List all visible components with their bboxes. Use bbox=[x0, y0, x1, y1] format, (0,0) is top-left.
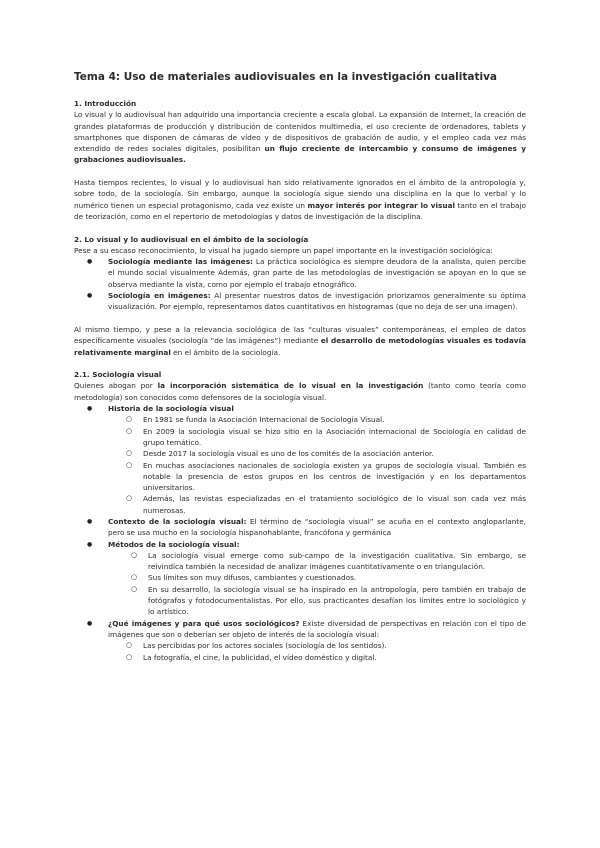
bold-run: el desarrollo de metodologías visuales es todavía relativamente marginal bbox=[74, 336, 526, 357]
intro-paragraph-2 bbox=[74, 177, 526, 222]
bold-run: Contexto de la sociología visual: bbox=[108, 516, 247, 526]
intro-paragraph-1 bbox=[74, 109, 526, 165]
bold-run: Historia de la sociología visual bbox=[108, 404, 234, 414]
usos-sublist bbox=[74, 640, 526, 663]
document-title: Tema 4: Uso de materiales audiovisuales en la investigación cualitativa bbox=[74, 71, 497, 83]
sub-list-item: ○ La fotografía, el cine, la publicidad, el vídeo doméstico y digital. bbox=[74, 652, 526, 663]
section-21-intro bbox=[74, 380, 526, 403]
section-heading-visual-sociologia: 2. Lo visual y lo audiovisual en el ámbito de la sociología bbox=[74, 234, 309, 244]
bold-run: Sociología en imágenes: bbox=[108, 291, 211, 301]
text-run: tanto en el trabajo de teorización, como en el repertorio de metodologías y datos de investigación de la disciplina. bbox=[74, 200, 526, 221]
sub-list-item: ○ La sociología visual emerge como sub-campo de la investigación cualitativa. Sin embargo, se reivindica también la necesidad de analizar imágenes cuantitativamente o en triangulación. bbox=[74, 550, 526, 573]
text-run: en el ámbito de la sociología. bbox=[170, 347, 281, 357]
historia-sublist bbox=[74, 414, 526, 516]
sub-list-item: ○ Sus límites son muy difusos, cambiantes y cuestionados. bbox=[74, 572, 526, 583]
section-2-intro: Pese a su escaso reconocimiento, lo visual ha jugado siempre un papel importante en la investigación sociológica: bbox=[74, 245, 493, 255]
sub-list-item: ○ Además, las revistas especializadas en el tratamiento sociológico de lo visual son cada vez más numerosas. bbox=[74, 493, 526, 516]
list-item-contexto bbox=[74, 516, 526, 539]
list-item-historia bbox=[74, 403, 526, 516]
sub-list-item: ○ En muchas asociaciones nacionales de sociología existen ya grupos de sociología visual. También es notable la presencia de estos grupos en los centros de investigación y en los departamentos universitarios. bbox=[74, 460, 526, 494]
text-run: Hasta tiempos recientes, lo visual y lo audiovisual han sido relativamente ignorados en el ámbito de la antropología y, sobre todo, de la sociología. Sin embargo, aunque la sociología sigue siendo una disciplina en la que lo verbal y lo numérico tienen un especial protagonismo, cada vez existe un bbox=[74, 178, 526, 210]
text-run: El término de “sociología visual” se acuña en el contexto angloparlante, pero se usa mucho en la sociología hispanohablante, francófona y germánica bbox=[108, 516, 527, 538]
sub-list-item: ○ Las percibidas por los actores sociales (sociología de los sentidos). bbox=[74, 640, 526, 651]
list-item-metodos bbox=[74, 539, 526, 618]
list-item-usos bbox=[74, 618, 526, 663]
text-run: Quienes abogan por bbox=[74, 381, 158, 391]
metodos-sublist bbox=[74, 550, 526, 618]
text-run: Lo visual y lo audiovisual han adquirido una importancia creciente a escala global. La expansión de Internet, la creación de grandes plataformas de producción y distribución de contenidos multimedia, el uso creciente de ordenadores, tablets y smartphones que disponen de cámaras de vídeo y de dispositivos de grabación de audio, y el empleo cada vez más extendido de redes sociales digitales, posibilitan bbox=[74, 110, 526, 154]
list-item bbox=[74, 256, 526, 290]
bold-run: Sociología mediante las imágenes: bbox=[108, 257, 253, 267]
section-2-closing bbox=[74, 324, 526, 358]
sub-list-item: ○ En 2009 la sociología visual se hizo sitio en la Asociación internacional de Sociología en calidad de grupo temático. bbox=[74, 426, 526, 449]
list-item bbox=[74, 290, 526, 313]
sub-list-item: ○ Desde 2017 la sociología visual es uno de los comités de la asociación anterior. bbox=[74, 448, 526, 459]
text-run: Existe diversidad de perspectivas en relación con el tipo de imágenes que son o deberían ser objeto de interés de la sociología visual: bbox=[108, 618, 526, 639]
section-heading-introduccion: 1. Introducción bbox=[74, 99, 137, 108]
section-2-bullets bbox=[74, 256, 526, 312]
bold-run: un flujo creciente de intercambio y consumo de imágenes y grabaciones audiovisuales. bbox=[74, 144, 526, 165]
bold-run: mayor interés por integrar lo visual bbox=[307, 200, 456, 210]
text-run: (tanto como teoría como metodología) son conocidos como defensores de la sociología visual. bbox=[74, 381, 526, 402]
document-page bbox=[74, 70, 526, 663]
bold-run: Métodos de la sociología visual: bbox=[108, 539, 240, 549]
bold-run: la incorporación sistemática de lo visual en la investigación bbox=[157, 381, 424, 391]
text-run: Al mismo tiempo, y pese a la relevancia sociológica de las “culturas visuales” contemporáneas, el empleo de datos específicamente visuales (sociología “de las imágenes”) mediante bbox=[74, 324, 526, 346]
section-heading-sociologia-visual: 2.1. Sociología visual bbox=[74, 370, 162, 380]
sub-list-item: ○ En 1981 se funda la Asociación Internacional de Sociología Visual. bbox=[74, 414, 526, 425]
text-run: La práctica sociológica es siempre deudora de la analista, quien percibe el mundo social visualmente Además, gran parte de las metodologías de investigación se apoyan en lo que se observa mediante la vista, como por ejemplo el trabajo etnográfico. bbox=[108, 257, 526, 289]
section-21-bullets bbox=[74, 403, 526, 663]
sub-list-item: ○ En su desarrollo, la sociología visual se ha inspirado en la antropología, pero también en trabajo de fotógrafos y fotodocumentalistas. Por ello, sus practicantes desafían los límites entre lo sociológico y lo artístico. bbox=[74, 584, 526, 618]
text-run: Al presentar nuestros datos de investigación priorizamos generalmente su óptima visualización. Por ejemplo, representamos datos cuantitativos en histogramas (que no deja de ser una imagen). bbox=[108, 291, 526, 312]
bold-run: ¿Qué imágenes y para qué usos sociológicos? bbox=[108, 618, 300, 628]
